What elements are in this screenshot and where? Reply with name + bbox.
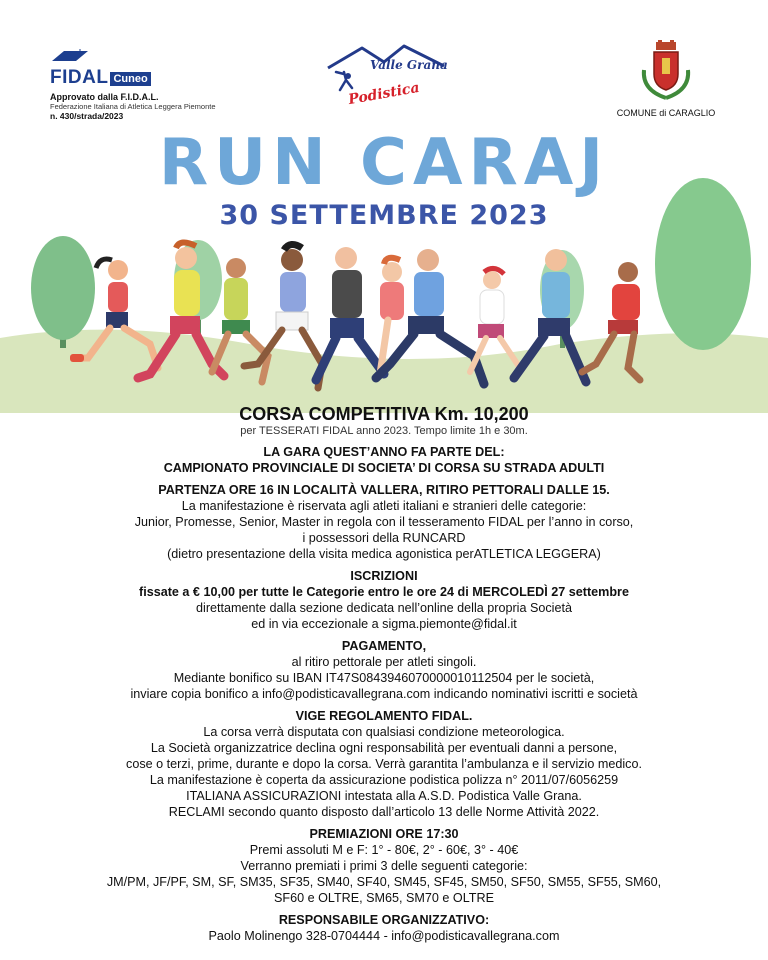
comune-caraglio-crest	[616, 40, 716, 118]
fidal-wordmark: FIDAL	[50, 67, 109, 88]
championship-line-2: CAMPIONATO PROVINCIALE DI SOCIETA’ DI CORSA SU STRADA ADULTI	[163, 461, 605, 475]
premiazioni-title: PREMIAZIONI ORE 17:30	[309, 827, 459, 841]
regolamento-title: VIGE REGOLAMENTO FIDAL.	[295, 709, 473, 723]
club-logo-line2: Podistica	[347, 79, 421, 109]
regolamento-line-2: La Società organizzatrice declina ogni responsabilità per eventuali danni a persone,	[150, 741, 618, 755]
pagamento-title: PAGAMENTO,	[341, 639, 427, 653]
iscrizioni-line-2: direttamente dalla sezione dedicata nell’online della propria Società	[196, 601, 572, 615]
event-title: RUN CARAJ	[158, 126, 610, 200]
regolamento-line-3: cose o terzi, prime, durante e dopo la corsa. Verrà garantita l’ambulanza e il servizio medico.	[126, 757, 642, 771]
club-logo-line1: Valle Grana	[370, 58, 448, 72]
premiazioni-line-1: Premi assoluti M e F: 1° - 80€, 2° - 60€, 3° - 40€	[249, 843, 519, 857]
regolamento-line-5: ITALIANA ASSICURAZIONI intestata alla A.S.D. Podistica Valle Grana.	[186, 789, 582, 803]
fidal-roof-icon	[50, 49, 90, 63]
regolamento-line-1: La corsa verrà disputata con qualsiasi condizione meteorologica.	[203, 725, 565, 739]
eligibility-line-1: La manifestazione è riservata agli atleti italiani e stranieri delle categorie:	[181, 499, 587, 513]
pagamento-line-2: Mediante bonifico su IBAN IT47S0843946070000010112504 per le società,	[173, 671, 595, 685]
championship-line-1: LA GARA QUEST’ANNO FA PARTE DEL:	[263, 445, 505, 459]
event-details	[0, 404, 768, 944]
regolamento-line-6: RECLAMI secondo quanto disposto dall’articolo 13 delle Norme Attività 2022.	[168, 805, 600, 819]
premiazioni-line-3: JM/PM, JF/PF, SM, SF, SM35, SF35, SM40, SF40, SM45, SF45, SM50, SF50, SM55, SF55, SM60,	[106, 875, 662, 889]
regolamento-line-4: La manifestazione è coperta da assicurazione podistica polizza n° 2011/07/6056259	[149, 773, 619, 787]
coat-of-arms-icon	[638, 40, 694, 102]
responsabile-title: RESPONSABILE ORGANIZZATIVO:	[278, 913, 490, 927]
pagamento-line-1: al ritiro pettorale per atleti singoli.	[291, 655, 477, 669]
iscrizioni-line-1: fissate a € 10,00 per tutte le Categorie entro le ore 24 di MERCOLEDÌ 27 settembre	[139, 585, 629, 599]
fidal-approved: Approvato dalla F.I.D.A.L.	[50, 92, 159, 102]
race-heading: CORSA COMPETITIVA Km. 10,200	[239, 404, 529, 424]
iscrizioni-line-3: ed in via eccezionale a sigma.piemonte@fidal.it	[251, 617, 517, 631]
premiazioni-line-4: SF60 e OLTRE, SM65, SM70 e OLTRE	[273, 891, 494, 905]
pagamento-line-3: inviare copia bonifico a info@podisticavallegrana.com indicando nominativi iscritti e società	[130, 687, 638, 701]
fidal-logo-block	[50, 48, 260, 121]
start-info: PARTENZA ORE 16 IN LOCALITÀ VALLERA, RITIRO PETTORALI DALLE 15.	[158, 483, 610, 497]
eligibility-line-2: Junior, Promesse, Senior, Master in regola con il tesseramento FIDAL per l’anno in corso,	[134, 515, 634, 529]
fidal-cuneo-label: Cuneo	[110, 72, 150, 86]
responsabile-contact: Paolo Molinengo 328-0704444 - info@podisticavallegrana.com	[208, 929, 560, 943]
fidal-federation: Federazione Italiana di Atletica Leggera Piemonte	[50, 102, 216, 111]
eligibility-line-4: (dietro presentazione della visita medica agonistica perATLETICA LEGGERA)	[167, 547, 601, 561]
podistica-valle-grana-logo	[322, 42, 452, 114]
fidal-approval-number: n. 430/strada/2023	[50, 111, 124, 121]
iscrizioni-title: ISCRIZIONI	[350, 569, 418, 583]
mountain-icon	[322, 42, 452, 114]
premiazioni-line-2: Verranno premiati i primi 3 delle seguenti categorie:	[240, 859, 528, 873]
race-note: per TESSERATI FIDAL anno 2023. Tempo limite 1h e 30m.	[240, 425, 528, 437]
event-date: 30 SETTEMBRE 2023	[219, 200, 549, 231]
eligibility-line-3: i possessori della RUNCARD	[302, 531, 466, 545]
comune-label: COMUNE di CARAGLIO	[616, 108, 716, 118]
